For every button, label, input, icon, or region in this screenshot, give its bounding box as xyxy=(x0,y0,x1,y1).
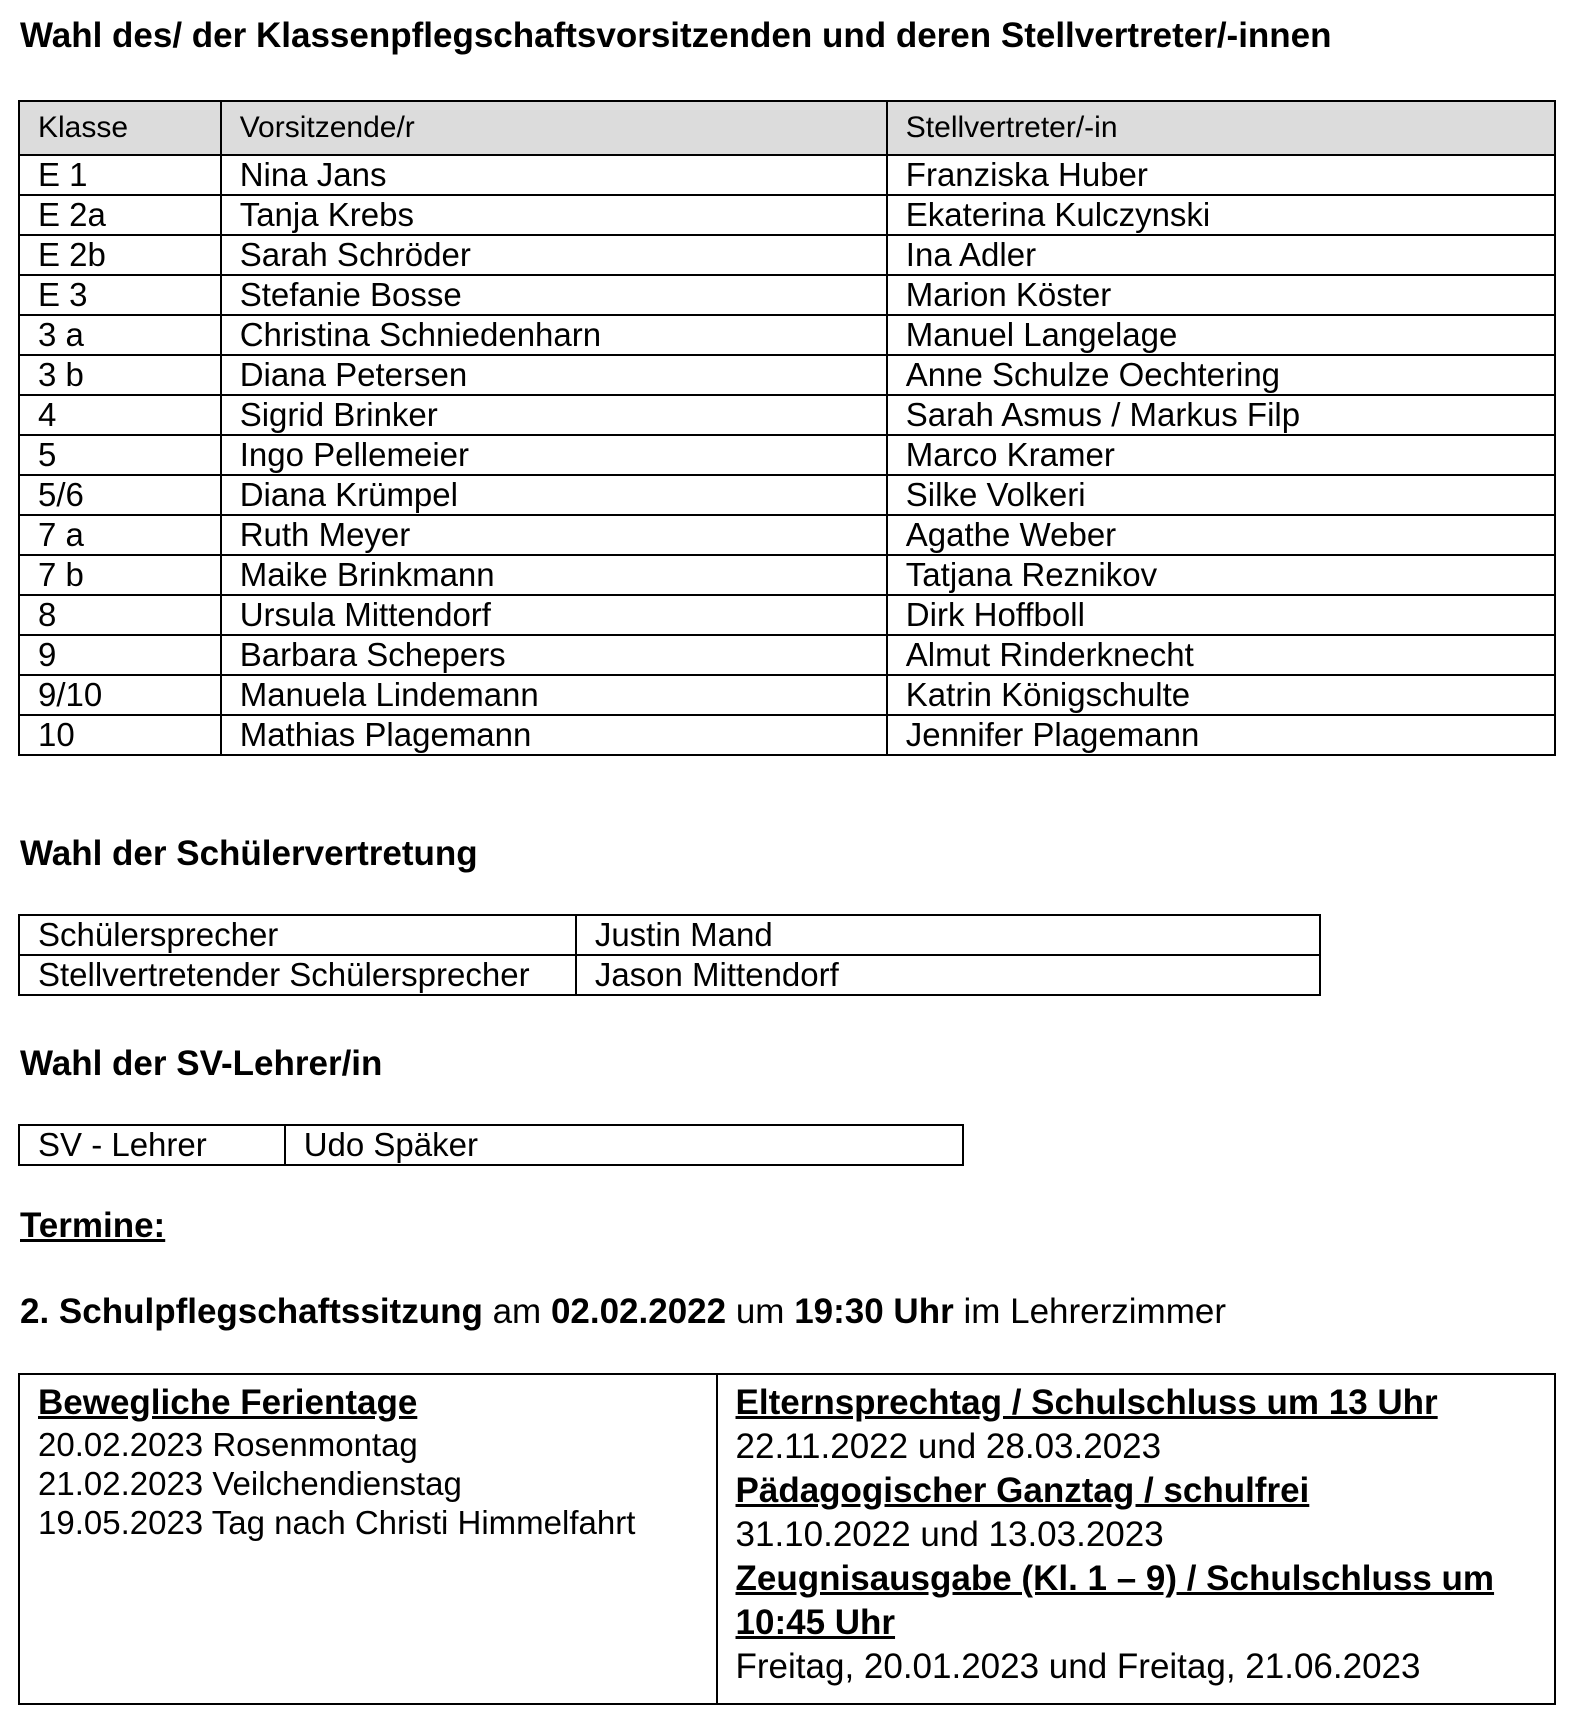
cell-vorsitzende: Tanja Krebs xyxy=(221,195,887,235)
sv-name-cell: Justin Mand xyxy=(576,915,1320,955)
table-row xyxy=(19,435,1555,475)
cell-stellvertreter: Marco Kramer xyxy=(887,435,1555,475)
schulpflegschaftssitzung-line xyxy=(20,1292,1226,1332)
class-table xyxy=(18,100,1556,756)
header-stellvertreter: Stellvertreter/-in xyxy=(887,101,1555,155)
cell-klasse: 9 xyxy=(19,635,221,675)
sitzung-ort: im Lehrerzimmer xyxy=(953,1292,1226,1331)
cell-klasse: 3 a xyxy=(19,315,221,355)
table-row xyxy=(19,235,1555,275)
header-klasse: Klasse xyxy=(19,101,221,155)
cell-klasse: 9/10 xyxy=(19,675,221,715)
sitzung-am: am xyxy=(482,1292,551,1331)
table-row xyxy=(19,275,1555,315)
ferientag-item: 20.02.2023 Rosenmontag xyxy=(38,1426,418,1463)
cell-stellvertreter: Anne Schulze Oechtering xyxy=(887,355,1555,395)
sv-role-cell: Stellvertretender Schülersprecher xyxy=(19,955,576,995)
cell-stellvertreter: Dirk Hoffboll xyxy=(887,595,1555,635)
heading-termine: Termine: xyxy=(20,1206,166,1245)
sv-role-cell: Schülersprecher xyxy=(19,915,576,955)
heading-sv-lehrer: Wahl der SV-Lehrer/in xyxy=(20,1044,383,1083)
elternsprechtag-title: Elternsprechtag / Schulschluss um 13 Uhr xyxy=(735,1383,1438,1422)
cell-vorsitzende: Stefanie Bosse xyxy=(221,275,887,315)
table-row xyxy=(19,195,1555,235)
cell-vorsitzende: Christina Schniedenharn xyxy=(221,315,887,355)
cell-klasse: E 2b xyxy=(19,235,221,275)
cell-klasse: 10 xyxy=(19,715,221,755)
heading-klassenpflegschaft: Wahl des/ der Klassenpflegschaftsvorsitzenden und deren Stellvertreter/-innen xyxy=(20,16,1332,55)
cell-klasse: 7 b xyxy=(19,555,221,595)
cell-stellvertreter: Franziska Huber xyxy=(887,155,1555,195)
cell-stellvertreter: Ina Adler xyxy=(887,235,1555,275)
ferientag-item: 21.02.2023 Veilchendienstag xyxy=(38,1465,462,1502)
cell-klasse: E 1 xyxy=(19,155,221,195)
sv-lehrer-role-cell: SV - Lehrer xyxy=(19,1125,285,1165)
heading-schuelervertretung: Wahl der Schülervertretung xyxy=(20,834,478,873)
cell-klasse: 8 xyxy=(19,595,221,635)
table-row xyxy=(19,395,1555,435)
cell-vorsitzende: Barbara Schepers xyxy=(221,635,887,675)
cell-klasse: 3 b xyxy=(19,355,221,395)
cell-vorsitzende: Diana Krümpel xyxy=(221,475,887,515)
cell-vorsitzende: Maike Brinkmann xyxy=(221,555,887,595)
cell-klasse: 7 a xyxy=(19,515,221,555)
cell-vorsitzende: Manuela Lindemann xyxy=(221,675,887,715)
table-row xyxy=(19,955,1320,995)
ferientag-item: 19.05.2023 Tag nach Christi Himmelfahrt xyxy=(38,1504,636,1541)
table-row xyxy=(19,315,1555,355)
cell-vorsitzende: Diana Petersen xyxy=(221,355,887,395)
table-row xyxy=(19,595,1555,635)
table-header-row xyxy=(19,101,1555,155)
cell-stellvertreter: Manuel Langelage xyxy=(887,315,1555,355)
table-row xyxy=(19,515,1555,555)
cell-klasse: E 2a xyxy=(19,195,221,235)
cell-vorsitzende: Ursula Mittendorf xyxy=(221,595,887,635)
cell-stellvertreter: Silke Volkeri xyxy=(887,475,1555,515)
ganztag-dates: 31.10.2022 und 13.03.2023 xyxy=(735,1515,1164,1554)
cell-stellvertreter: Agathe Weber xyxy=(887,515,1555,555)
cell-stellvertreter: Marion Köster xyxy=(887,275,1555,315)
sitzung-um: um xyxy=(726,1292,795,1331)
cell-stellvertreter: Sarah Asmus / Markus Filp xyxy=(887,395,1555,435)
ferientage-title: Bewegliche Ferientage xyxy=(38,1383,418,1422)
cell-vorsitzende: Ruth Meyer xyxy=(221,515,887,555)
ferientage-cell xyxy=(19,1374,717,1704)
cell-klasse: E 3 xyxy=(19,275,221,315)
cell-vorsitzende: Nina Jans xyxy=(221,155,887,195)
table-row xyxy=(19,675,1555,715)
cell-stellvertreter: Tatjana Reznikov xyxy=(887,555,1555,595)
cell-klasse: 5 xyxy=(19,435,221,475)
table-row xyxy=(19,635,1555,675)
zeugnisausgabe-title: Zeugnisausgabe (Kl. 1 – 9) / Schulschluss um 10:45 Uhr xyxy=(735,1559,1495,1642)
elternsprechtag-dates: 22.11.2022 und 28.03.2023 xyxy=(735,1427,1162,1466)
sv-lehrer-table xyxy=(18,1124,964,1166)
cell-vorsitzende: Mathias Plagemann xyxy=(221,715,887,755)
table-row xyxy=(19,1125,963,1165)
sitzung-time: 19:30 Uhr xyxy=(794,1292,954,1331)
table-row xyxy=(19,555,1555,595)
table-row xyxy=(19,475,1555,515)
cell-klasse: 4 xyxy=(19,395,221,435)
cell-vorsitzende: Ingo Pellemeier xyxy=(221,435,887,475)
cell-vorsitzende: Sarah Schröder xyxy=(221,235,887,275)
cell-stellvertreter: Jennifer Plagemann xyxy=(887,715,1555,755)
table-row xyxy=(19,715,1555,755)
cell-stellvertreter: Katrin Königschulte xyxy=(887,675,1555,715)
cell-klasse: 5/6 xyxy=(19,475,221,515)
cell-vorsitzende: Sigrid Brinker xyxy=(221,395,887,435)
termine-right-cell xyxy=(717,1374,1555,1704)
sitzung-date: 02.02.2022 xyxy=(550,1292,727,1331)
sitzung-title: 2. Schulpflegschaftssitzung xyxy=(20,1292,483,1331)
ganztag-title: Pädagogischer Ganztag / schulfrei xyxy=(735,1471,1310,1510)
cell-stellvertreter: Almut Rinderknecht xyxy=(887,635,1555,675)
sv-lehrer-name-cell: Udo Späker xyxy=(285,1125,963,1165)
termine-box xyxy=(18,1373,1556,1705)
cell-stellvertreter: Ekaterina Kulczynski xyxy=(887,195,1555,235)
sv-name-cell: Jason Mittendorf xyxy=(576,955,1320,995)
sv-table xyxy=(18,914,1321,996)
table-row xyxy=(19,915,1320,955)
zeugnisausgabe-dates: Freitag, 20.01.2023 und Freitag, 21.06.2023 xyxy=(735,1647,1421,1686)
header-vorsitzende: Vorsitzende/r xyxy=(221,101,887,155)
table-row xyxy=(19,155,1555,195)
table-row xyxy=(19,355,1555,395)
